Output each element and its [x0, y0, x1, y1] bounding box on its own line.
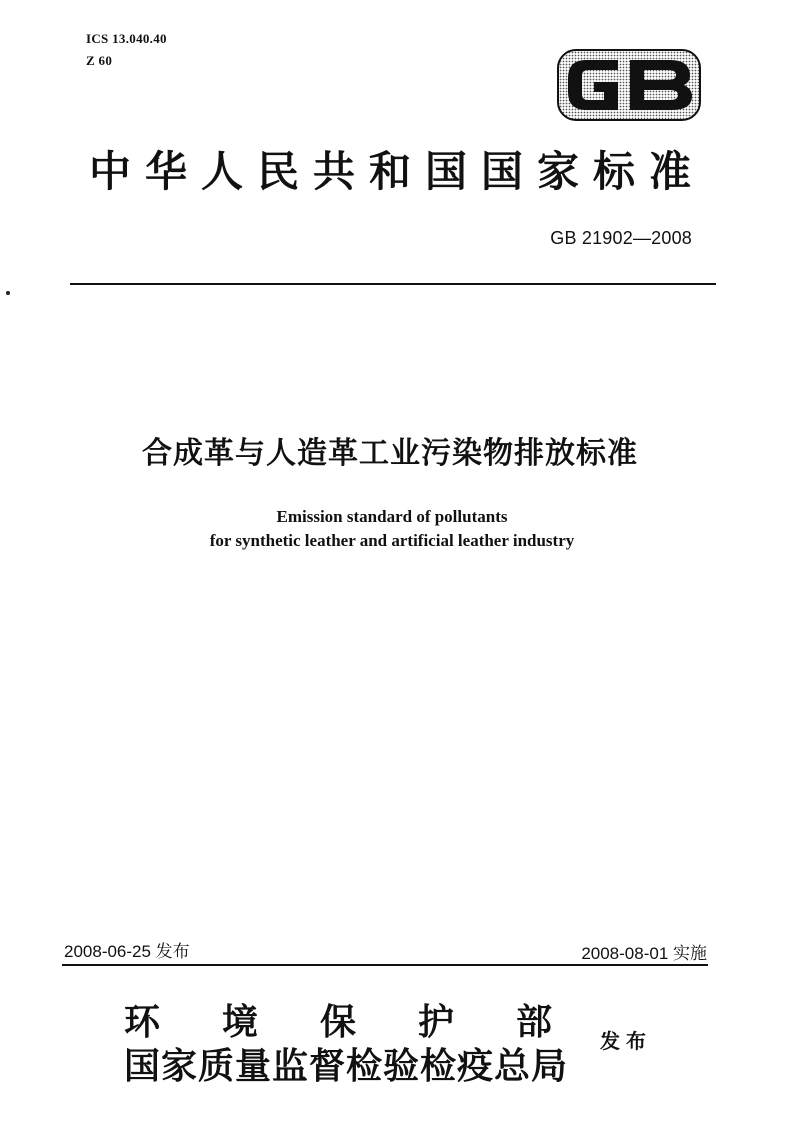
- title-en-line1: Emission standard of pollutants: [276, 507, 508, 526]
- class-code: Z 60: [86, 53, 113, 68]
- document-title-zh: 合成革与人造革工业污染物排放标准: [142, 436, 638, 471]
- standard-number: GB 21902—2008: [550, 228, 692, 248]
- issuer-aqsiq: 国家质量监督检验检疫总局: [124, 1045, 569, 1087]
- document-title-en: [0, 505, 784, 553]
- national-standard-title: 中华人民共和国国家标准: [88, 147, 705, 196]
- issuer-char: 部: [516, 1001, 553, 1043]
- title-en-line2: for synthetic leather and artificial leather industry: [209, 531, 575, 550]
- publish-label: 发布: [600, 1029, 652, 1053]
- issuer-char: 境: [222, 1001, 259, 1043]
- gb-logo: [556, 48, 702, 122]
- issue-date: 2008-06-25 发布: [64, 942, 190, 961]
- footer-divider: [62, 964, 708, 966]
- ics-code: ICS 13.040.40: [86, 31, 167, 46]
- implementation-date: 2008-08-01 实施: [581, 944, 707, 963]
- header-divider: [70, 283, 716, 285]
- issuer-char: 环: [124, 1001, 161, 1043]
- classification-codes: [86, 28, 167, 72]
- scan-speck: [6, 291, 10, 295]
- issuer-ministry: [124, 1000, 552, 1044]
- issuer-char: 护: [418, 1001, 455, 1043]
- issuer-char: 保: [320, 1001, 357, 1043]
